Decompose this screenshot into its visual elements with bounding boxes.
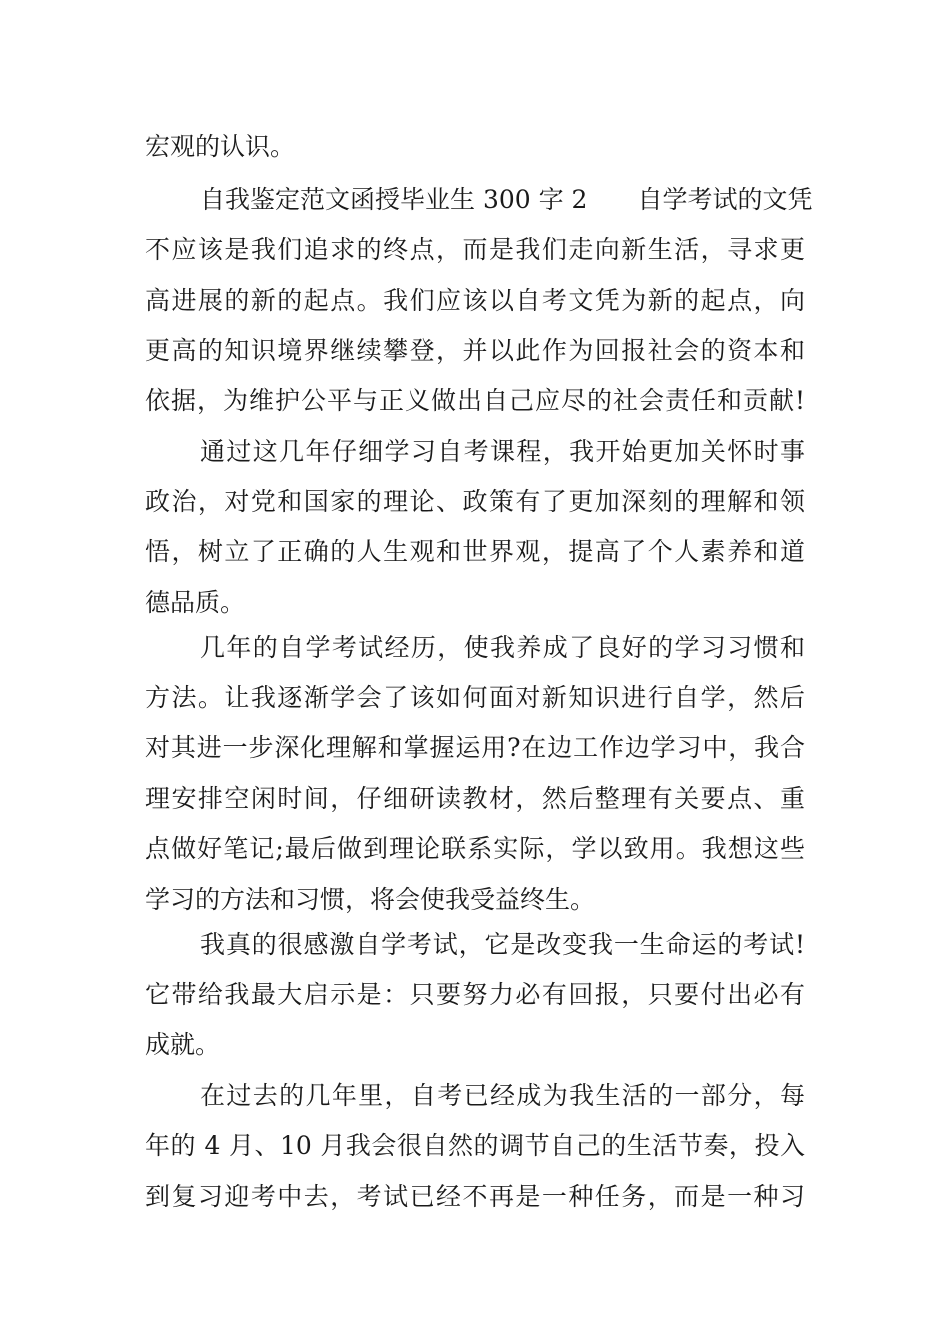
text-line-7: 通过这几年仔细学习自考课程，我开始更加关怀时事 [200, 437, 805, 466]
text-line-1: 宏观的认识。 [145, 132, 296, 161]
text-line-3: 不应该是我们追求的终点，而是我们走向新生活，寻求更 [145, 235, 805, 264]
text-line-13: 对其进一步深化理解和掌握运用?在边工作边学习中，我合 [145, 733, 805, 762]
text-line-6: 依据，为维护公平与正义做出自己应尽的社会责任和贡献! [145, 386, 805, 415]
text-line-17: 我真的很感激自学考试，它是改变我一生命运的考试! [200, 930, 805, 959]
text-line-9: 悟，树立了正确的人生观和世界观，提高了个人素养和道 [145, 537, 805, 566]
text-line-2: 自我鉴定范文函授毕业生 300 字 2 自学考试的文凭 [200, 185, 813, 214]
text-line-16: 学习的方法和习惯，将会使我受益终生。 [145, 885, 596, 914]
text-line-8: 政治，对党和国家的理论、政策有了更加深刻的理解和领 [145, 487, 805, 516]
text-line-11: 几年的自学考试经历，使我养成了良好的学习习惯和 [200, 633, 805, 662]
text-line-18: 它带给我最大启示是：只要努力必有回报，只要付出必有 [145, 980, 805, 1009]
text-line-19: 成就。 [145, 1030, 221, 1059]
text-line-21: 年的 4 月、10 月我会很自然的调节自己的生活节奏，投入 [145, 1131, 805, 1160]
text-line-22: 到复习迎考中去，考试已经不再是一种任务，而是一种习 [145, 1182, 805, 1211]
text-line-15: 点做好笔记;最后做到理论联系实际，学以致用。我想这些 [145, 834, 805, 863]
text-line-10: 德品质。 [145, 588, 246, 617]
text-line-5: 更高的知识境界继续攀登，并以此作为回报社会的资本和 [145, 336, 805, 365]
text-line-14: 理安排空闲时间，仔细研读教材，然后整理有关要点、重 [145, 784, 805, 813]
text-line-12: 方法。让我逐渐学会了该如何面对新知识进行自学，然后 [145, 683, 805, 712]
text-line-4: 高进展的新的起点。我们应该以自考文凭为新的起点，向 [145, 286, 805, 315]
text-line-20: 在过去的几年里，自考已经成为我生活的一部分，每 [200, 1081, 805, 1110]
